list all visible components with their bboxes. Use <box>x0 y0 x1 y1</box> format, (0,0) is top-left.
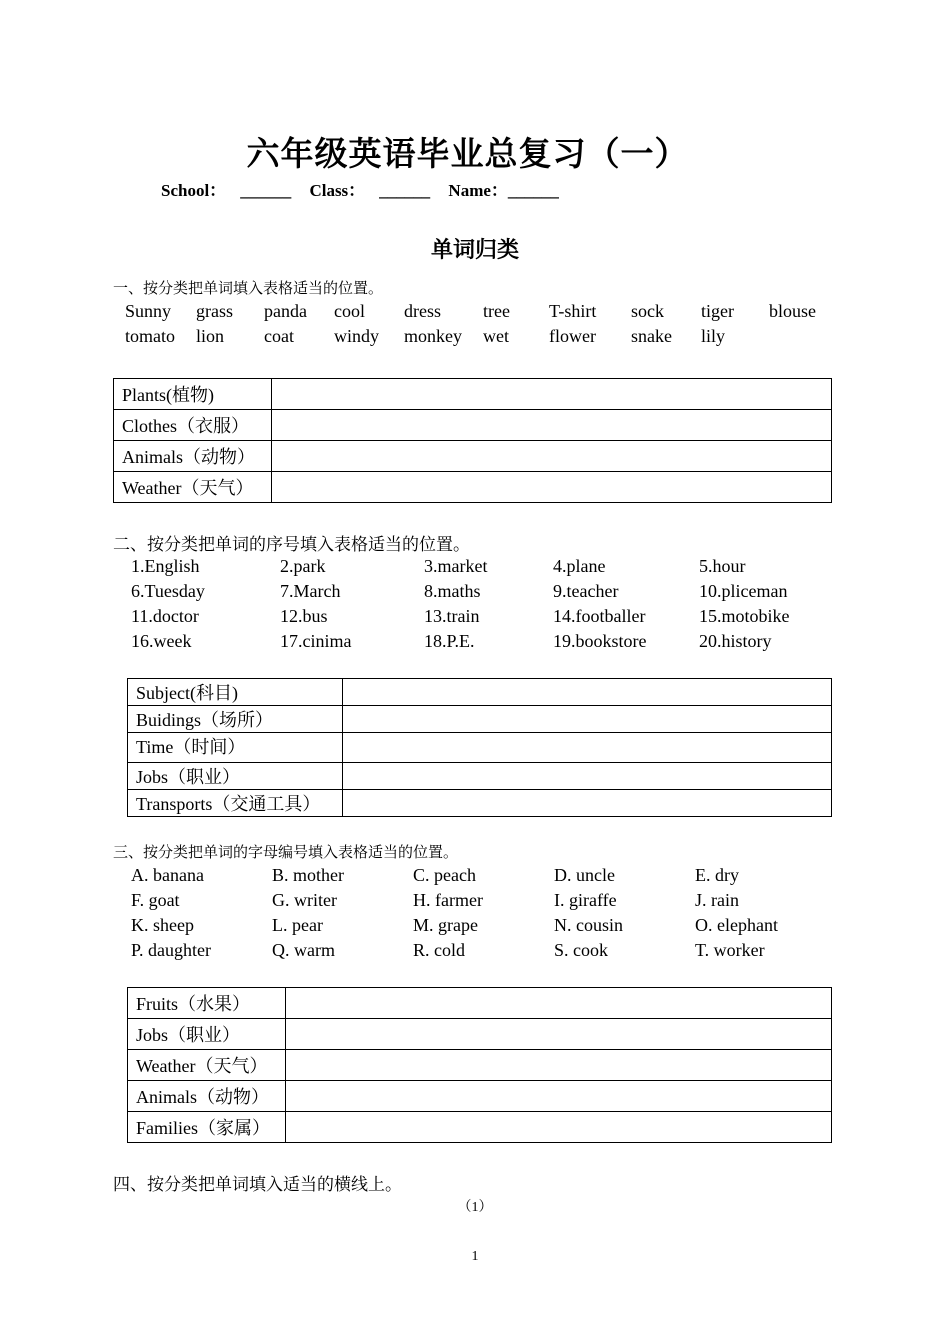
answer-cell[interactable] <box>286 988 832 1019</box>
section2-table <box>127 678 832 817</box>
word: panda <box>264 301 307 321</box>
word: sock <box>631 301 664 321</box>
word: 14.footballer <box>553 606 646 626</box>
word: 11.doctor <box>131 606 199 626</box>
page-title: 六年级英语毕业总复习（一） <box>246 134 689 173</box>
word: 5.hour <box>699 556 746 576</box>
answer-cell[interactable] <box>343 679 832 706</box>
word: 16.week <box>131 631 192 651</box>
word: 2.park <box>280 556 326 576</box>
answer-cell[interactable] <box>343 706 832 733</box>
answer-cell[interactable] <box>272 410 832 441</box>
word: S. cook <box>554 940 608 960</box>
word: wet <box>483 326 509 346</box>
answer-cell[interactable] <box>272 441 832 472</box>
word: L. pear <box>272 915 323 935</box>
section2-instruction: 二、按分类把单词的序号填入表格适当的位置。 <box>113 535 470 555</box>
answer-cell[interactable] <box>272 472 832 503</box>
category-label: Plants(植物) <box>114 379 272 410</box>
answer-cell[interactable] <box>286 1081 832 1112</box>
section1-instruction: 一、按分类把单词填入表格适当的位置。 <box>113 279 384 297</box>
word: P. daughter <box>131 940 211 960</box>
word: 17.cinima <box>280 631 352 651</box>
word: 4.plane <box>553 556 606 576</box>
word: snake <box>631 326 672 346</box>
category-label: Buidings（场所） <box>128 706 343 733</box>
word: flower <box>549 326 596 346</box>
answer-cell[interactable] <box>286 1019 832 1050</box>
category-label: Jobs（职业） <box>128 1019 286 1050</box>
word: K. sheep <box>131 915 194 935</box>
word: 3.market <box>424 556 488 576</box>
word: N. cousin <box>554 915 623 935</box>
word: tree <box>483 301 510 321</box>
category-label: Time（时间） <box>128 733 343 763</box>
word: 20.history <box>699 631 772 651</box>
answer-cell[interactable] <box>272 379 832 410</box>
word: 13.train <box>424 606 480 626</box>
category-label: Weather（天气） <box>128 1050 286 1081</box>
word: B. mother <box>272 865 344 885</box>
word: 15.motobike <box>699 606 790 626</box>
word: 7.March <box>280 581 341 601</box>
school-blank: ______ <box>240 181 292 200</box>
word: 10.pliceman <box>699 581 788 601</box>
answer-cell[interactable] <box>286 1050 832 1081</box>
word: 9.teacher <box>553 581 619 601</box>
word: T-shirt <box>549 301 597 321</box>
name-label: Name： <box>448 181 508 200</box>
word: T. worker <box>695 940 765 960</box>
word: 8.maths <box>424 581 481 601</box>
section3-table <box>127 987 832 1143</box>
word: M. grape <box>413 915 478 935</box>
word: F. goat <box>131 890 180 910</box>
subsection-number: （1） <box>457 1200 493 1215</box>
word: coat <box>264 326 294 346</box>
category-label: Fruits（水果） <box>128 988 286 1019</box>
word: windy <box>334 326 379 346</box>
answer-cell[interactable] <box>286 1112 832 1143</box>
word: G. writer <box>272 890 337 910</box>
section4-instruction: 四、按分类把单词填入适当的横线上。 <box>113 1175 402 1195</box>
category-label: Weather（天气） <box>114 472 272 503</box>
word: blouse <box>769 301 816 321</box>
category-label: Transports（交通工具） <box>128 790 343 817</box>
word: I. giraffe <box>554 890 617 910</box>
word: 19.bookstore <box>553 631 647 651</box>
word: tiger <box>701 301 734 321</box>
word: J. rain <box>695 890 739 910</box>
word: E. dry <box>695 865 739 885</box>
name-blank: ______ <box>507 181 559 200</box>
word: H. farmer <box>413 890 483 910</box>
word: lily <box>701 326 726 346</box>
answer-cell[interactable] <box>343 790 832 817</box>
word: A. banana <box>131 865 204 885</box>
answer-cell[interactable] <box>343 763 832 790</box>
answer-cell[interactable] <box>343 733 832 763</box>
section-heading: 单词归类 <box>430 238 519 263</box>
word: 12.bus <box>280 606 328 626</box>
class-blank: ______ <box>379 181 431 200</box>
word: Sunny <box>125 301 172 321</box>
page-number: 1 <box>471 1249 479 1264</box>
category-label: Subject(科目) <box>128 679 343 706</box>
word: Q. warm <box>272 940 335 960</box>
word: 1.English <box>131 556 200 576</box>
word: O. elephant <box>695 915 778 935</box>
category-label: Jobs（职业） <box>128 763 343 790</box>
word: D. uncle <box>554 865 615 885</box>
word: 6.Tuesday <box>131 581 205 601</box>
section3-instruction: 三、按分类把单词的字母编号填入表格适当的位置。 <box>113 843 459 861</box>
section1-table <box>113 378 832 503</box>
school-label: School： <box>161 181 227 200</box>
word: dress <box>404 301 441 321</box>
word: cool <box>334 301 365 321</box>
category-label: Animals（动物） <box>114 441 272 472</box>
category-label: Families（家属） <box>128 1112 286 1143</box>
word: grass <box>196 301 233 321</box>
word: 18.P.E. <box>424 631 475 651</box>
word: C. peach <box>413 865 476 885</box>
word: monkey <box>404 326 462 346</box>
word: tomato <box>125 326 175 346</box>
word: lion <box>196 326 225 346</box>
student-info-line <box>161 176 573 201</box>
category-label: Animals（动物） <box>128 1081 286 1112</box>
class-label: Class： <box>309 181 366 200</box>
category-label: Clothes（衣服） <box>114 410 272 441</box>
word: R. cold <box>413 940 465 960</box>
